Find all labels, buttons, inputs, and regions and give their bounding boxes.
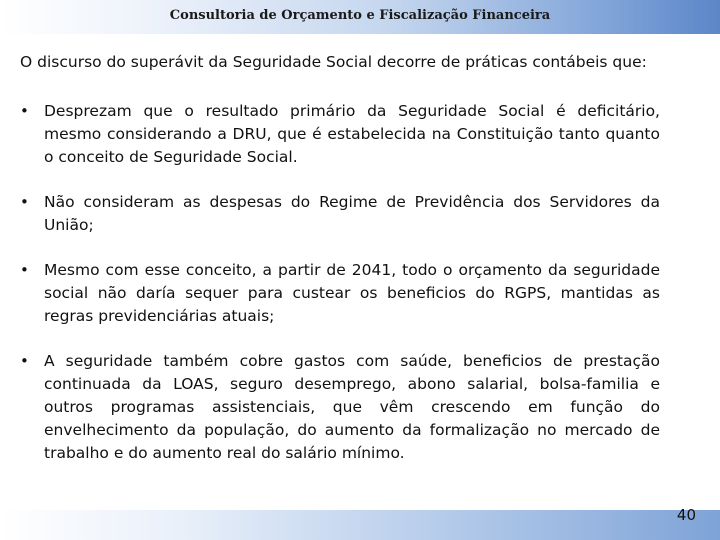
bullet-icon: • — [20, 352, 29, 370]
bullet-item — [20, 100, 660, 169]
header-title: Consultoria de Orçamento e Fiscalização Financeira — [169, 8, 551, 23]
bullet-icon: • — [20, 102, 29, 120]
bullet-icon: • — [20, 261, 29, 279]
intro-text: O discurso do superávit da Seguridade Social decorre de práticas contábeis que: — [20, 53, 647, 71]
bullet-item — [20, 259, 660, 328]
bullet-icon: • — [20, 193, 29, 211]
bullet-text: Não consideram as despesas do Regime de Previdência dos Servidores da União; — [44, 193, 660, 234]
bullet-item — [20, 350, 660, 465]
footer-bar — [0, 510, 720, 540]
bullet-text: Mesmo com esse conceito, a partir de 2041, todo o orçamento da seguridade social não daría sequer para custear os beneficios do RGPS, mantidas as regras previdenciárias atuais; — [44, 261, 660, 325]
bullet-text: A seguridade também cobre gastos com saúde, beneficios de prestação continuada da LOAS, seguro desemprego, abono salarial, bolsa-familia e outros programas assistenciais, que vêm crescendo em função do envelhecimento da população, do aumento da formalização no mercado de trabalho e do aumento real do salário mínimo. — [44, 352, 660, 462]
bullet-list — [20, 100, 660, 465]
slide-body — [20, 51, 660, 465]
page-number: 40 — [676, 506, 696, 524]
bullet-text: Desprezam que o resultado primário da Seguridade Social é deficitário, mesmo considerando a DRU, que é estabelecida na Constituição tanto quanto o conceito de Seguridade Social. — [44, 102, 660, 166]
bullet-item — [20, 191, 660, 237]
